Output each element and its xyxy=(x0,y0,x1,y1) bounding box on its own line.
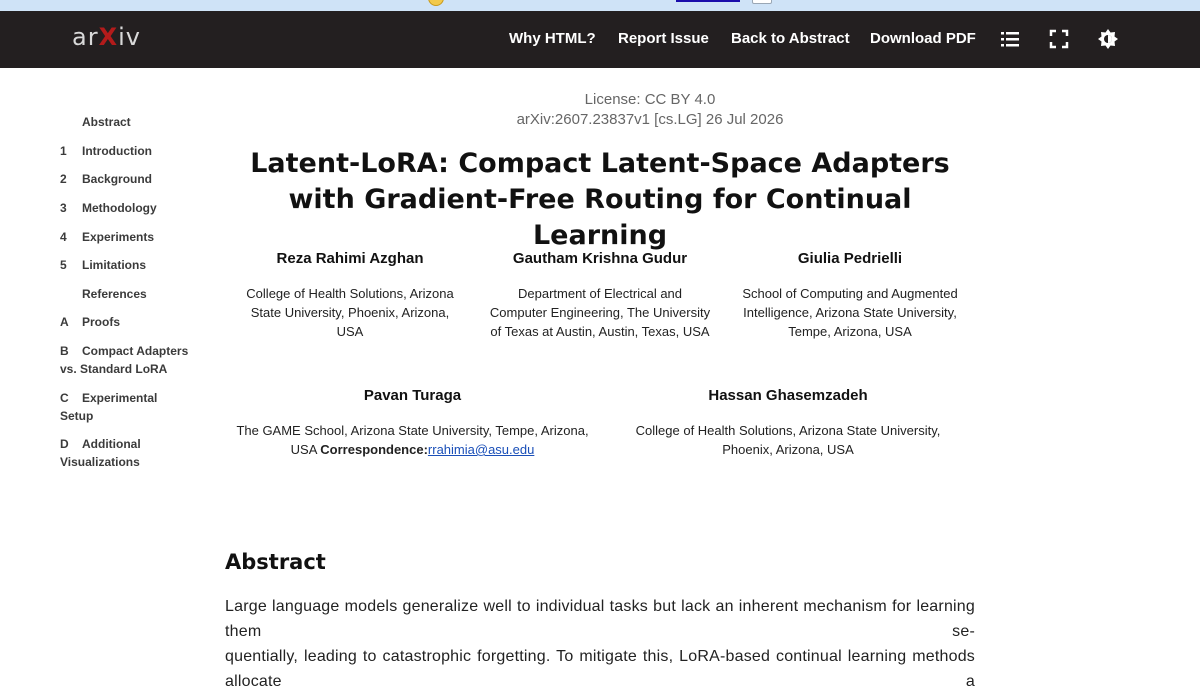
toc-item-introduction[interactable]: 1 Introduction xyxy=(60,144,152,158)
license-info xyxy=(400,90,900,130)
download-pdf-link[interactable]: Download PDF xyxy=(870,30,976,47)
license-text: License: CC BY 4.0 xyxy=(584,91,716,108)
report-issue-link[interactable]: Report Issue xyxy=(618,30,709,47)
toc-item-abstract[interactable]: Abstract xyxy=(82,115,131,129)
author-affiliation: College of Health Solutions, Arizona State University, Phoenix, Arizona, USA xyxy=(635,423,941,457)
author-block xyxy=(608,387,968,459)
correspondence-label: Correspondence: xyxy=(320,442,428,457)
paper-title xyxy=(250,146,950,254)
toc-item-references[interactable]: References xyxy=(82,287,147,301)
author-affiliation: The GAME School, Arizona State University, Tempe, Arizona, USA Correspondence:rrahimia@asu.edu xyxy=(236,423,589,457)
banner-close-button[interactable] xyxy=(752,0,772,4)
why-html-link[interactable]: Why HTML? xyxy=(509,30,596,47)
author-affiliation: School of Computing and Augmented Intelligence, Arizona State University, Tempe, Arizona, USA xyxy=(742,286,958,339)
author-affiliation: Department of Electrical and Computer Engineering, The University of Texas at Austin, Austin, Texas, USA xyxy=(489,286,711,339)
toc-item-compact-adapters[interactable]: B Compact Adapters vs. Standard LoRA xyxy=(60,344,189,376)
toc-item-experiments[interactable]: 4 Experiments xyxy=(60,230,155,244)
author-name: Gautham Krishna Gudur xyxy=(512,250,688,267)
toc-item-additional-visualizations[interactable]: D Additional Visualizations xyxy=(60,437,141,469)
author-name: Hassan Ghasemzadeh xyxy=(708,387,868,404)
theme-toggle-icon[interactable] xyxy=(1097,28,1119,50)
toc-item-proofs[interactable]: A Proofs xyxy=(60,315,121,329)
arxiv-identifier: arXiv:2607.23837v1 [cs.LG] 26 Jul 2026 xyxy=(516,111,784,128)
toc-item-limitations[interactable]: 5 Limitations xyxy=(60,258,147,272)
title-line-2: with Gradient-Free Routing for Continual Learning xyxy=(288,184,912,251)
author-name: Pavan Turaga xyxy=(363,387,462,404)
list-icon[interactable] xyxy=(999,28,1021,50)
top-banner xyxy=(0,0,1200,11)
abstract-text: Large language models generalize well to individual tasks but lack an inherent mechanism for learning them se- quentially, leading to catastrophic forgetting. To mitigate this, LoRA-based continual learning methods allocate a xyxy=(225,598,975,690)
back-to-abstract-link[interactable]: Back to Abstract xyxy=(731,30,850,47)
banner-link[interactable] xyxy=(676,0,740,2)
toc-item-experimental-setup[interactable]: C Experimental Setup xyxy=(60,391,158,423)
correspondence-email-link[interactable]: rrahimia@asu.edu xyxy=(427,442,535,457)
author-block xyxy=(478,250,722,341)
title-line-1: Latent-LoRA: Compact Latent-Space Adapters xyxy=(250,148,950,179)
fullscreen-icon[interactable] xyxy=(1048,28,1070,50)
author-block xyxy=(730,250,970,341)
arxiv-logo[interactable]: arXiv xyxy=(72,23,141,51)
toc-item-methodology[interactable]: 3 Methodology xyxy=(60,201,157,215)
author-name: Reza Rahimi Azghan xyxy=(276,250,424,267)
author-name: Giulia Pedrielli xyxy=(797,250,903,267)
navbar xyxy=(0,11,1200,68)
toc-item-background[interactable]: 2 Background xyxy=(60,172,153,186)
abstract-heading: Abstract xyxy=(225,550,326,574)
author-block xyxy=(230,250,470,341)
author-affiliation: College of Health Solutions, Arizona State University, Phoenix, Arizona, USA xyxy=(246,286,454,339)
emoji-icon xyxy=(428,0,444,6)
author-block xyxy=(225,387,600,459)
